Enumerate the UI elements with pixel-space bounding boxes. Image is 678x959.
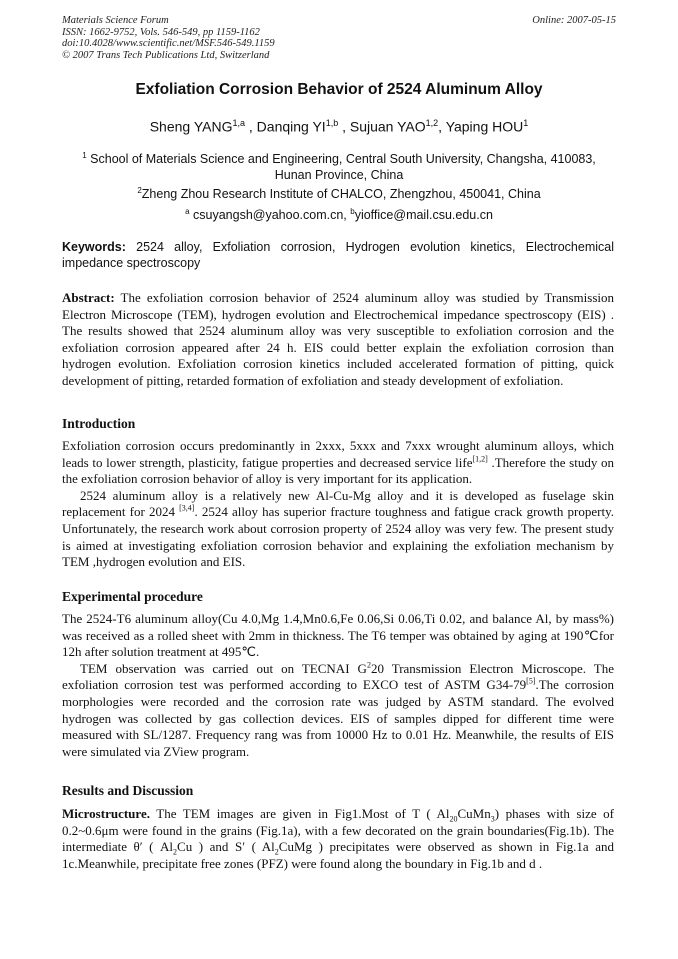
section-heading-introduction: Introduction: [62, 416, 136, 431]
paragraph-text: The TEM images are given in Fig1.Most of T ( Al: [149, 806, 450, 821]
keywords: [62, 239, 614, 271]
paragraph-text: TEM observation was carried out on TECNAI G: [80, 660, 367, 676]
paragraph: [62, 488, 614, 571]
paragraph: [62, 806, 614, 872]
author-affil-mark: 1: [523, 118, 529, 128]
affiliation-mark: 1: [82, 151, 87, 160]
affiliation-text: Zheng Zhou Research Institute of CHALCO, Zhengzhou, 450041, China: [141, 187, 541, 202]
paragraph-text: . 2524 alloy has superior fracture toughness and fatigue crack growth property. Unfortunately, the research work about corrosion property of 2524 alloy was very few. The present study is aimed at investigating exfoliation corrosion behavior and explaining the exfoliation mechanism by TEM ,hydrogen evolution and EIS.: [62, 504, 614, 570]
experimental-body: [62, 611, 614, 760]
paragraph-text: CuMg ) precipitates were observed as shown in Fig.1a and 1c.Meanwhile, precipitate free zones (PFZ) were found along the boundary in Fig.1b and d .: [62, 839, 614, 871]
paragraph: [62, 438, 614, 488]
email-mark: a: [185, 207, 190, 216]
online-date: Online: 2007-05-15: [532, 15, 616, 26]
email-line: [70, 204, 608, 224]
section-heading-experimental: Experimental procedure: [62, 589, 203, 604]
author-name: Danqing YI: [256, 118, 326, 135]
superscript: 2: [366, 660, 371, 670]
citation: [3,4]: [179, 504, 195, 514]
paragraph-text: .Therefore the study on the exfoliation corrosion behavior of alloy is very important for its application.: [62, 454, 614, 487]
copyright-line: © 2007 Trans Tech Publications Ltd, Switzerland: [62, 49, 270, 61]
paragraph: [62, 661, 614, 761]
subscript: 3: [490, 814, 495, 824]
journal-header: [62, 15, 616, 61]
results-body: [62, 806, 614, 872]
subsection-label: Microstructure.: [62, 806, 150, 821]
paper-title: Exfoliation Corrosion Behavior of 2524 Aluminum Alloy: [135, 81, 543, 98]
keywords-text: 2524 alloy, Exfoliation corrosion, Hydrogen evolution kinetics, Electrochemical impedance spectroscopy: [62, 240, 614, 270]
author-name: Sujuan YAO: [349, 118, 426, 135]
paragraph-text: Cu ) and S′ ( Al: [177, 839, 275, 855]
subscript: 2: [173, 847, 178, 857]
author-affil-mark: 1,a: [232, 118, 245, 128]
abstract: [62, 290, 614, 390]
affiliation-2: [70, 183, 608, 203]
email-mark: b: [350, 207, 355, 216]
journal-name: Materials Science Forum: [62, 15, 169, 26]
author-separator: ,: [338, 118, 350, 135]
issn-line: ISSN: 1662-9752, Vols. 546-549, pp 1159-1162: [62, 26, 260, 38]
author-affil-mark: 1,b: [325, 118, 339, 128]
email-b[interactable]: yioffice@mail.csu.edu.cn: [354, 208, 493, 223]
paragraph-text: .The corrosion morphologies were recorded and the corrosion rate was judged by ASTM standard. The evolved hydrogen was collected by gas collection devices. EIS of samples dipped for different time were measured with SL/1287. Frequency rang was from 10000 Hz to 0.01 Hz. Meanwhile, the results of EIS were simulated via ZView program.: [62, 677, 615, 759]
paragraph: The 2524-T6 aluminum alloy(Cu 4.0,Mg 1.4,Mn0.6,Fe 0.06,Si 0.06,Ti 0.02, and balance Al, by mass%) was received as a rolled sheet with 2mm in thickness. The T6 temper was obtained by aging at 190℃for 12h after solution treatment at 495℃.: [62, 611, 614, 660]
introduction-body: [62, 438, 614, 571]
section-heading-results: Results and Discussion: [62, 783, 194, 798]
author-name: Sheng YANG: [149, 118, 233, 135]
keywords-label: Keywords:: [62, 240, 126, 254]
citation: [5]: [526, 677, 536, 687]
citation: [1,2]: [472, 454, 488, 464]
author-name: Yaping HOU: [445, 118, 524, 135]
affiliation-text: School of Materials Science and Engineering, Central South University, Changsha, 410083, Hunan Province, China: [90, 152, 596, 182]
author-separator: ,: [245, 118, 257, 135]
abstract-text: The exfoliation corrosion behavior of 2524 aluminum alloy was studied by Transmission Electron Microscope (TEM), hydrogen evolution and Electrochemical impedance spectroscopy (EIS) . The results showed that 2524 aluminum alloy was very susceptible to exfoliation corrosion and the exfoliation corrosion appeared after 24 h. EIS could better explain the exfoliation corrosion than hydrogen evolution. Exfoliation corrosion kinetics included accelerated formation of pitting, quick development of pitting, retarded formation of exfoliation and steady development of exfoliation.: [62, 290, 614, 388]
email-a[interactable]: csuyangsh@yahoo.com.cn,: [193, 208, 347, 223]
paragraph-text: Exfoliation corrosion occurs predominantly in 2xxx, 5xxx and 7xxx wrought aluminum alloys, which leads to lower strength, plasticity, fatigue properties and decreased service life: [62, 438, 614, 470]
paragraph-text: ) phases with size of 0.2~0.6μm were found in the grains (Fig.1a), with a few decorated on the grain boundaries(Fig.1b). The intermediate θ′ ( Al: [62, 806, 615, 855]
subscript: 2: [274, 847, 279, 857]
author-affil-mark: 1,2: [425, 118, 439, 128]
paragraph-text: 2524 aluminum alloy is a relatively new Al-Cu-Mg alloy and it is developed as fuselage skin replacement for 2024: [62, 487, 614, 520]
author-list: [0, 118, 678, 135]
affiliation-1: [70, 148, 608, 183]
abstract-label: Abstract:: [62, 290, 115, 305]
author-separator: ,: [438, 118, 446, 135]
paragraph-text: 20 Transmission Electron Microscope. The exfoliation corrosion test was performed according to EXCO test of ASTM G34-79: [62, 660, 614, 693]
paragraph-text: CuMn: [457, 806, 491, 821]
doi-line: doi:10.4028/www.scientific.net/MSF.546-549.1159: [62, 38, 275, 49]
affiliation-mark: 2: [137, 186, 142, 195]
subscript: 20: [449, 814, 458, 824]
